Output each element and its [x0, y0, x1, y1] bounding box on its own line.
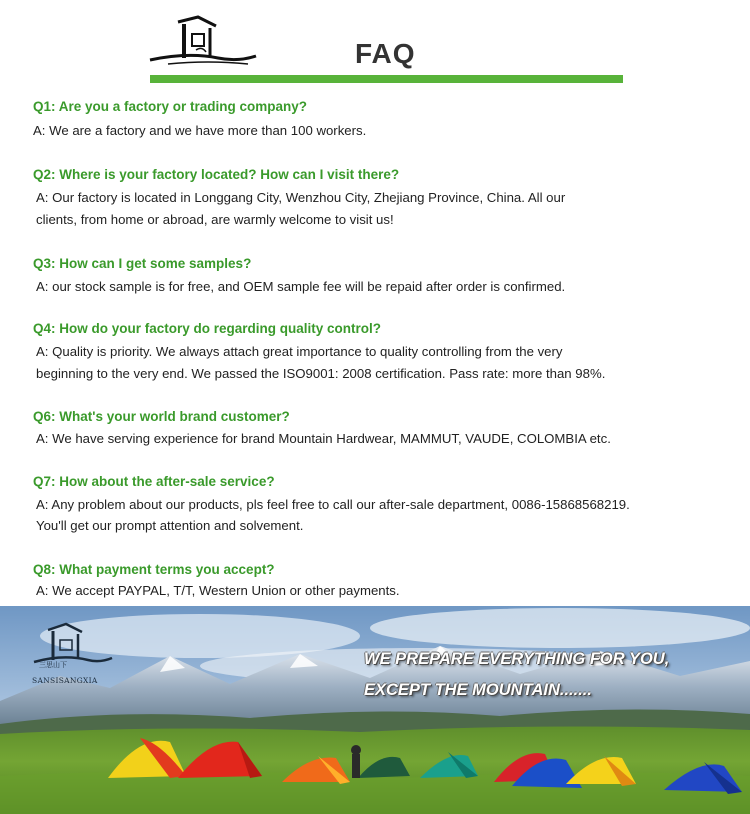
faq-answer-4-line-1: A: Quality is priority. We always attach great importance to quality controlling from the very [36, 344, 563, 359]
faq-answer-2-line-2: clients, from home or abroad, are warmly welcome to visit us! [36, 212, 394, 227]
faq-answer-4-line-2: beginning to the very end. We passed the ISO9001: 2008 certification. Pass rate: more than 98%. [36, 366, 606, 381]
faq-answer-7-line-2: You'll get our prompt attention and solvement. [36, 518, 304, 533]
faq-answer-3: A: our stock sample is for free, and OEM sample fee will be repaid after order is confirmed. [36, 279, 566, 294]
faq-question-8: Q8: What payment terms you accept? [33, 562, 275, 577]
faq-answer-6: A: We have serving experience for brand Mountain Hardwear, MAMMUT, VAUDE, COLOMBIA etc. [36, 431, 611, 446]
slogan-line-2: EXCEPT THE MOUNTAIN....... [364, 681, 592, 699]
faq-answer-1: A: We are a factory and we have more than 100 workers. [33, 123, 367, 138]
faq-answer-2-line-1: A: Our factory is located in Longgang City, Wenzhou City, Zhejiang Province, China. All our [36, 190, 566, 205]
house-logo-icon [148, 12, 258, 72]
faq-question-3: Q3: How can I get some samples? [33, 256, 252, 271]
brand-name-english: SANSISANGXIA [32, 676, 98, 685]
faq-question-1: Q1: Are you a factory or trading company? [33, 99, 308, 114]
faq-question-6: Q6: What's your world brand customer? [33, 409, 290, 424]
faq-question-7: Q7: How about the after-sale service? [33, 474, 275, 489]
faq-answer-7-line-1: A: Any problem about our products, pls feel free to call our after-sale department, 0086-15868568219. [36, 497, 630, 512]
page-header [0, 0, 750, 90]
title-divider [150, 75, 623, 83]
faq-question-4: Q4: How do your factory do regarding quality control? [33, 321, 382, 336]
camping-banner [0, 606, 750, 814]
faq-answer-8: A: We accept PAYPAL, T/T, Western Union or other payments. [36, 583, 400, 598]
page-title: FAQ [355, 38, 416, 69]
slogan-line-1: WE PREPARE EVERYTHING FOR YOU, [364, 650, 670, 668]
brand-name-chinese: 三思山下 [39, 661, 67, 669]
faq-question-2: Q2: Where is your factory located? How can I visit there? [33, 167, 400, 182]
